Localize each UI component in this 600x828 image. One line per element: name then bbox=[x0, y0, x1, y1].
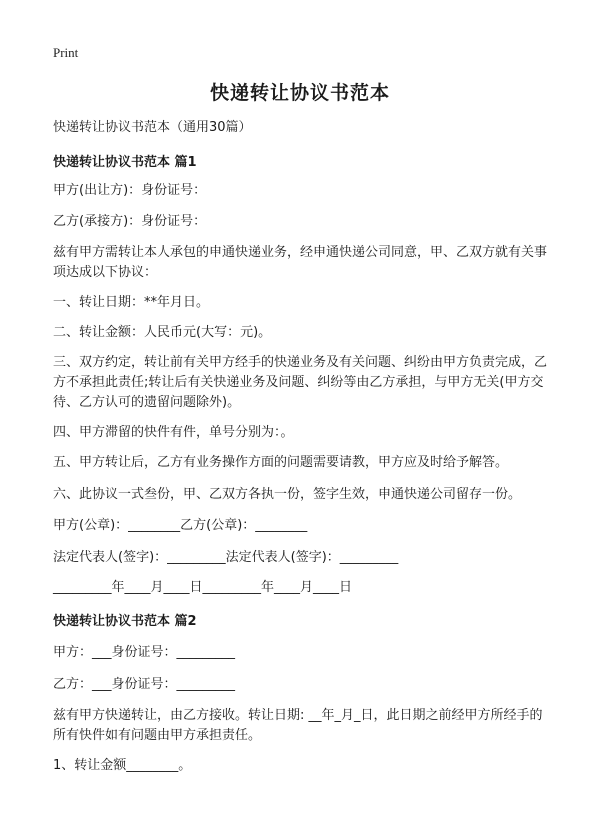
clause-1: 一、转让日期：**年月日。 bbox=[53, 295, 210, 310]
section-1-heading: 快递转让协议书范本 篇1 bbox=[53, 155, 197, 170]
section-2-party-b-line: 乙方：___身份证号：_________ bbox=[53, 677, 236, 692]
date-line: _________年____月____日_________年____月____日 bbox=[53, 580, 353, 595]
section-2-party-a-line: 甲方：___身份证号：_________ bbox=[53, 645, 236, 660]
print-link[interactable]: Print bbox=[53, 45, 79, 60]
legal-rep-signature-line: 法定代表人(签字)：_________法定代表人(签字)：_________ bbox=[53, 550, 399, 565]
clause-6: 六、此协议一式叁份，甲、乙双方各执一份，签字生效，申通快递公司留存一份。 bbox=[53, 487, 522, 502]
clause-4: 四、甲方滞留的快件有件，单号分别为：。 bbox=[53, 425, 294, 440]
clause-5: 五、甲方转让后，乙方有业务操作方面的问题需要请教，甲方应及时给予解答。 bbox=[53, 455, 509, 470]
clause-2: 二、转让金额：人民币元(大写：元)。 bbox=[53, 325, 272, 340]
clause-3: 三、双方约定，转让前有关甲方经手的快递业务及有关问题、纠纷由甲方负责完成，乙方不承担此责任;转让后有关快递业务及问题、纠纷等由乙方承担，与甲方无关(甲方交待、乙方认可的遗留问题除外)。 bbox=[53, 355, 548, 410]
document-subtitle: 快递转让协议书范本（通用30篇） bbox=[53, 120, 252, 135]
section-2-heading: 快递转让协议书范本 篇2 bbox=[53, 614, 197, 629]
document-title: 快递转让协议书范本 bbox=[209, 82, 390, 104]
section-2-clause-1: 1、转让金额________。 bbox=[53, 758, 192, 773]
section-2-intro: 兹有甲方快递转让，由乙方接收。转让日期: __年_月_日，此日期之前经甲方所经手的所有快件如有问题由甲方承担责任。 bbox=[53, 708, 543, 743]
party-a-line: 甲方(出让方)：身份证号： bbox=[53, 183, 207, 198]
seal-signature-line: 甲方(公章)：________乙方(公章)：________ bbox=[53, 518, 308, 533]
agreement-intro: 兹有甲方需转让本人承包的申通快递业务，经申通快递公司同意，甲、乙双方就有关事项达成以下协议： bbox=[53, 245, 548, 280]
party-b-line: 乙方(承接方)：身份证号： bbox=[53, 214, 207, 229]
